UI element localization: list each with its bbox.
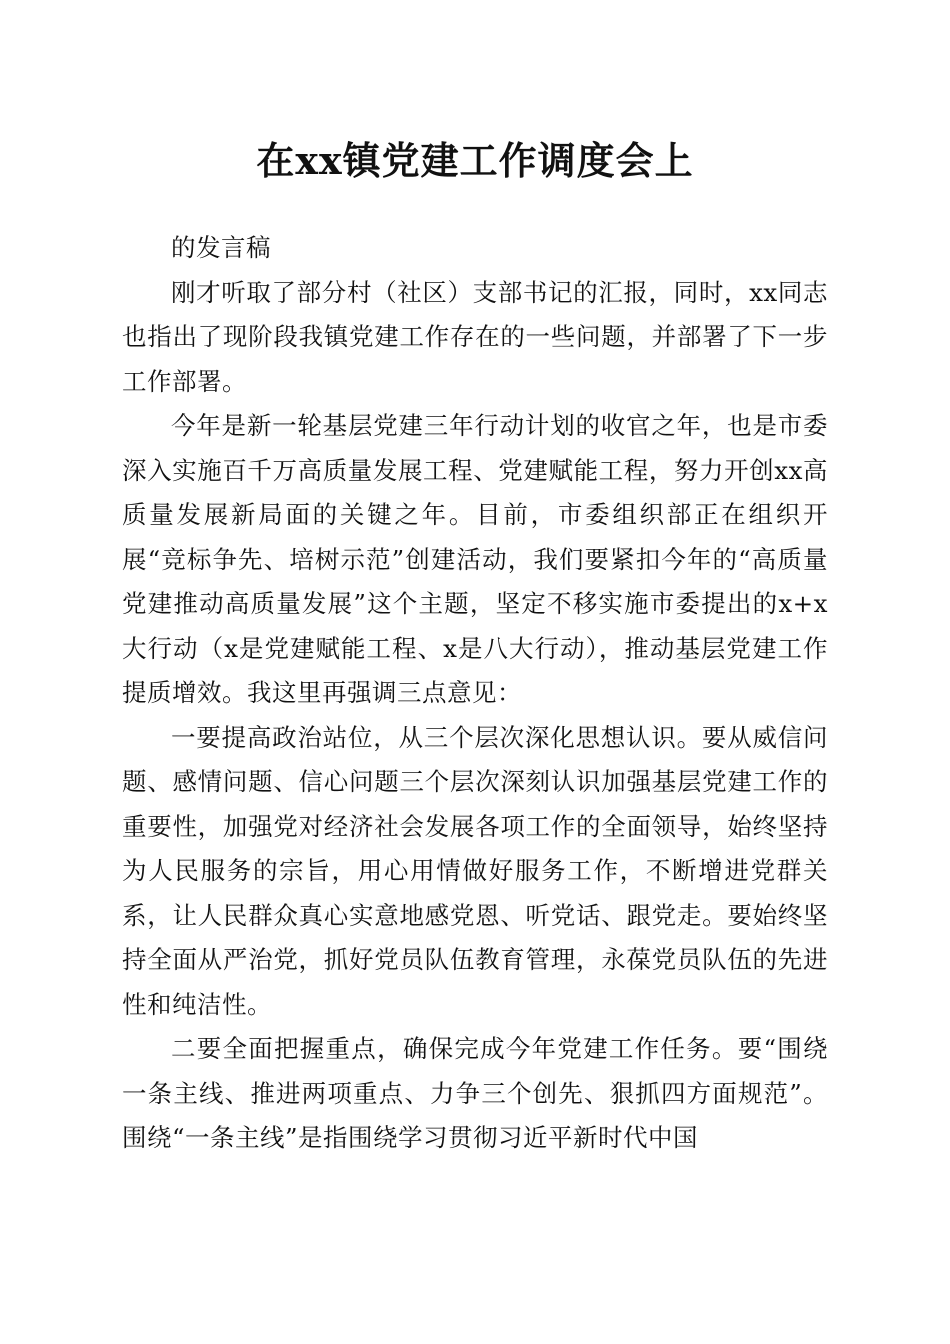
paragraph: 二要全面把握重点，确保完成今年党建工作任务。要“围绕一条主线、推进两项重点、力争三个创先、狠抓四方面规范”。围绕“一条主线”是指围绕学习贯彻习近平新时代中国	[122, 1034, 828, 1152]
document-body	[122, 226, 828, 1161]
document-title: 在xx镇党建工作调度会上	[256, 138, 694, 183]
paragraph: 今年是新一轮基层党建三年行动计划的收官之年，也是市委深入实施百千万高质量发展工程、党建赋能工程，努力开创xx高质量发展新局面的关键之年。目前，市委组织部正在组织开展“竞标争先、培树示范”创建活动，我们要紧扣今年的“高质量党建推动高质量发展”这个主题，坚定不移实施市委提出的x+x大行动（x是党建赋能工程、x是八大行动），推动基层党建工作提质增效。我这里再强调三点意见：	[122, 411, 828, 707]
paragraph: 刚才听取了部分村（社区）支部书记的汇报，同时，xx同志也指出了现阶段我镇党建工作存在的一些问题，并部署了下一步工作部署。	[122, 277, 828, 396]
paragraph: 一要提高政治站位，从三个层次深化思想认识。要从威信问题、感情问题、信心问题三个层次深刻认识加强基层党建工作的重要性，加强党对经济社会发展各项工作的全面领导，始终坚持为人民服务的宗旨，用心用情做好服务工作，不断增进党群关系，让人民群众真心实意地感党恩、听党话、跟党走。要始终坚持全面从严治党，抓好党员队伍教育管理，永葆党员队伍的先进性和纯洁性。	[122, 722, 828, 1019]
paragraph-subtitle: 的发言稿	[171, 233, 271, 262]
